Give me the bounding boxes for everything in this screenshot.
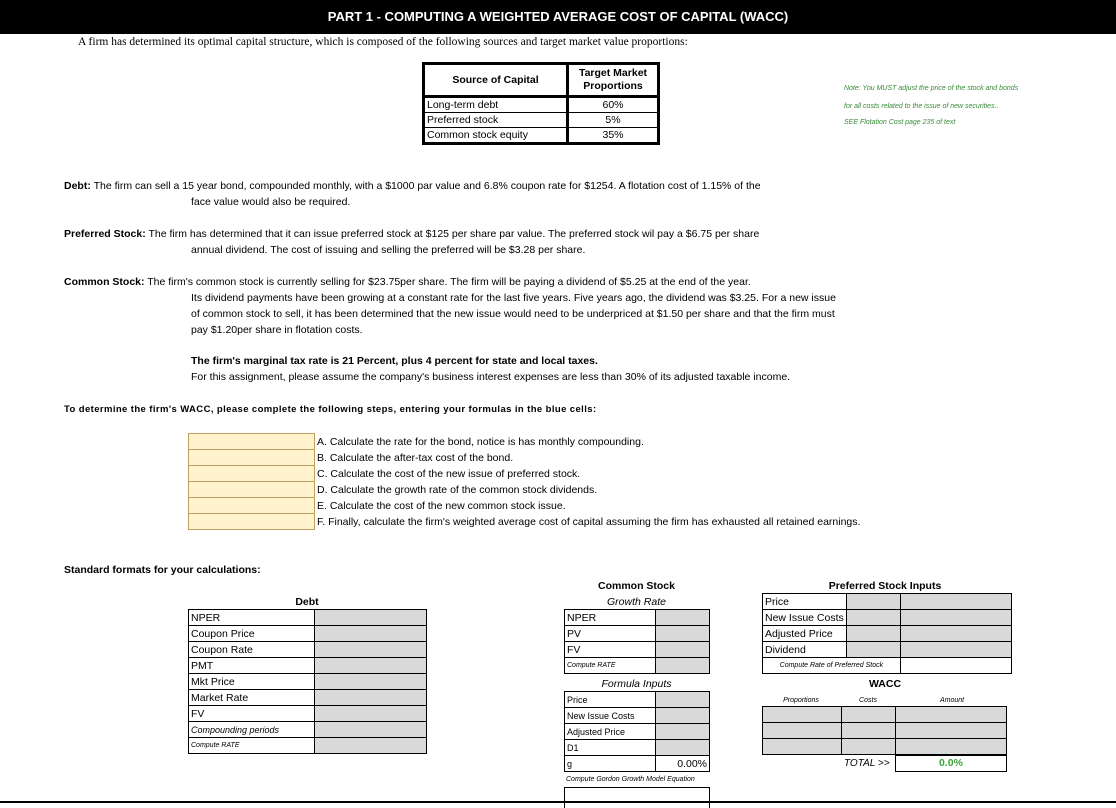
formula-input-cell[interactable]	[656, 692, 710, 708]
capital-proportion-cell[interactable]: 60%	[602, 99, 624, 111]
wacc-col-proportions: Proportions	[783, 697, 819, 704]
wacc-amount-cell[interactable]	[896, 739, 1007, 755]
common-line-1: The firm's common stock is currently selling for $23.75per share. The firm will be paying a dividend of $5.25 at the end of the year.	[147, 276, 751, 288]
capital-source-cell[interactable]: Common stock equity	[425, 128, 568, 143]
wacc-proportion-cell[interactable]	[763, 739, 842, 755]
header-proportions: Target Market Proportions	[578, 67, 648, 92]
debt-table	[188, 609, 427, 754]
wacc-table	[762, 706, 1007, 755]
formula-label-cell: New Issue Costs	[565, 708, 656, 724]
debt-label-cell: PMT	[189, 658, 315, 674]
steps-header: To determine the firm's WACC, please complete the following steps, entering your formulas in the blue cells:	[64, 404, 597, 415]
debt-label-cell: Compounding periods	[189, 722, 315, 738]
wacc-title: WACC	[868, 678, 902, 690]
pref-input-cell[interactable]	[846, 610, 900, 626]
formula-label-cell: g	[565, 756, 656, 772]
pref-input-cell[interactable]	[846, 626, 900, 642]
debt-label-cell: NPER	[189, 610, 315, 626]
answer-cell-d[interactable]	[189, 482, 315, 498]
header-source: Source of Capital	[425, 65, 568, 97]
growth-rate-value[interactable]: 0.00%	[656, 756, 710, 772]
formula-label-cell: D1	[565, 740, 656, 756]
wacc-total-value[interactable]: 0.0%	[895, 755, 1007, 772]
capital-proportion-cell[interactable]: 5%	[605, 114, 621, 126]
pref-label-cell: Adjusted Price	[763, 626, 847, 642]
capital-source-cell[interactable]: Long-term debt	[425, 97, 568, 113]
capital-source-cell[interactable]: Preferred stock	[425, 113, 568, 128]
debt-input-cell[interactable]	[315, 610, 427, 626]
capital-structure-table	[422, 62, 660, 145]
pref-table-title: Preferred Stock Inputs	[828, 580, 942, 592]
answer-cell-c[interactable]	[189, 466, 315, 482]
formula-input-cell[interactable]	[656, 740, 710, 756]
pref-label-cell: New Issue Costs	[763, 610, 847, 626]
answer-cell-b[interactable]	[189, 450, 315, 466]
common-label-cell: NPER	[565, 610, 656, 626]
debt-label-cell: Market Rate	[189, 690, 315, 706]
debt-label-cell: Compute RATE	[189, 738, 315, 754]
debt-label-cell: FV	[189, 706, 315, 722]
formula-input-cell[interactable]	[656, 708, 710, 724]
formats-label: Standard formats for your calculations:	[64, 564, 261, 576]
step-c: C. Calculate the cost of the new issue of preferred stock.	[315, 466, 863, 482]
wacc-col-amount: Amount	[939, 697, 965, 704]
pref-input-cell[interactable]	[900, 594, 1011, 610]
common-label-cell: Compute RATE	[565, 658, 656, 674]
common-growth-table	[564, 609, 710, 674]
debt-input-cell[interactable]	[315, 674, 427, 690]
formula-label-cell: Adjusted Price	[565, 724, 656, 740]
wacc-proportion-cell[interactable]	[763, 723, 842, 739]
pref-input-cell[interactable]	[900, 626, 1011, 642]
preferred-label: Preferred Stock:	[64, 228, 146, 240]
common-input-cell[interactable]	[656, 626, 710, 642]
common-line-4: pay $1.20per share in flotation costs.	[191, 324, 363, 336]
debt-label-cell: Coupon Rate	[189, 642, 315, 658]
pref-compute-label: Compute Rate of Preferred Stock	[763, 658, 901, 674]
pref-label-cell: Price	[763, 594, 847, 610]
debt-label-cell: Coupon Price	[189, 626, 315, 642]
debt-line-2: face value would also be required.	[191, 196, 351, 208]
pref-input-cell[interactable]	[900, 610, 1011, 626]
wacc-proportion-cell[interactable]	[763, 707, 842, 723]
common-input-cell[interactable]	[656, 642, 710, 658]
page-title: PART 1 - COMPUTING A WEIGHTED AVERAGE COST OF CAPITAL (WACC)	[0, 0, 1116, 34]
preferred-line-1: The firm has determined that it can issue preferred stock at $125 per share par value. The preferred stock wil pay a $6.75 per share	[148, 228, 760, 240]
pref-rate-cell[interactable]	[900, 658, 1011, 674]
answer-cell-a[interactable]	[189, 434, 315, 450]
bottom-border-line	[0, 801, 1116, 803]
step-d: D. Calculate the growth rate of the common stock dividends.	[315, 482, 863, 498]
wacc-amount-cell[interactable]	[896, 723, 1007, 739]
tax-assumption-text: For this assignment, please assume the company's business interest expenses are less than 30% of its adjusted taxable income.	[191, 371, 791, 383]
preferred-paragraph	[64, 228, 759, 240]
debt-input-cell[interactable]	[315, 626, 427, 642]
common-label-cell: PV	[565, 626, 656, 642]
pref-input-cell[interactable]	[846, 642, 900, 658]
answer-cell-e[interactable]	[189, 498, 315, 514]
common-paragraph	[64, 276, 751, 288]
debt-table-title: Debt	[295, 596, 319, 608]
common-line-2: Its dividend payments have been growing at a constant rate for the last five years. Five years ago, the dividend was $3.25. For a new issue	[191, 292, 836, 304]
debt-label: Debt:	[64, 180, 91, 192]
debt-rate-cell[interactable]	[315, 738, 427, 754]
flotation-note-3: SEE Flotation Cost page 235 of text	[844, 119, 956, 126]
debt-input-cell[interactable]	[315, 690, 427, 706]
common-table-title: Common Stock	[597, 580, 675, 592]
common-label: Common Stock:	[64, 276, 145, 288]
debt-input-cell[interactable]	[315, 658, 427, 674]
debt-paragraph	[64, 180, 761, 192]
debt-input-cell[interactable]	[315, 642, 427, 658]
pref-input-cell[interactable]	[900, 642, 1011, 658]
wacc-total-label: TOTAL >>	[844, 758, 890, 769]
formula-inputs-table	[564, 691, 710, 772]
pref-input-cell[interactable]	[846, 594, 900, 610]
debt-label-cell: Mkt Price	[189, 674, 315, 690]
flotation-note-1: Note: You MUST adjust the price of the stock and bonds	[844, 85, 1019, 92]
common-table-subtitle: Growth Rate	[607, 596, 666, 608]
pref-label-cell: Dividend	[763, 642, 847, 658]
tax-rate-text: The firm's marginal tax rate is 21 Percent, plus 4 percent for state and local taxes.	[191, 355, 598, 367]
steps-table	[188, 433, 862, 530]
answer-cell-f[interactable]	[189, 514, 315, 530]
formula-inputs-title: Formula Inputs	[601, 678, 672, 690]
gordon-label: Compute Gordon Growth Model Equation	[566, 776, 695, 783]
debt-input-cell[interactable]	[315, 706, 427, 722]
step-b: B. Calculate the after-tax cost of the bond.	[315, 450, 863, 466]
wacc-amount-cell[interactable]	[896, 707, 1007, 723]
common-input-cell[interactable]	[656, 610, 710, 626]
step-f: F. Finally, calculate the firm's weighted average cost of capital assuming the firm has exhausted all retained earnings.	[315, 514, 863, 530]
wacc-cost-cell[interactable]	[842, 739, 896, 755]
common-line-3: of common stock to sell, it has been determined that the new issue would need to be underpriced at $1.50 per share and that the firm must	[191, 308, 835, 320]
wacc-col-costs: Costs	[859, 697, 877, 704]
common-rate-cell[interactable]	[656, 658, 710, 674]
step-e: E. Calculate the cost of the new common stock issue.	[315, 498, 863, 514]
debt-line-1: The firm can sell a 15 year bond, compounded monthly, with a $1000 par value and 6.8% coupon rate for $1254. A flotation cost of 1.15% of the	[93, 180, 761, 192]
debt-input-cell[interactable]	[315, 722, 427, 738]
flotation-note-2: for all costs related to the issue of new securities..	[844, 103, 999, 110]
pref-inputs-table	[762, 593, 1012, 674]
step-a: A. Calculate the rate for the bond, notice is has monthly compounding.	[315, 434, 863, 450]
formula-label-cell: Price	[565, 692, 656, 708]
intro-text: A firm has determined its optimal capital structure, which is composed of the following sources and target market value proportions:	[78, 36, 688, 48]
wacc-cost-cell[interactable]	[842, 707, 896, 723]
preferred-line-2: annual dividend. The cost of issuing and selling the preferred will be $3.28 per share.	[191, 244, 586, 256]
wacc-cost-cell[interactable]	[842, 723, 896, 739]
capital-proportion-cell[interactable]: 35%	[602, 129, 624, 141]
gordon-result-cell[interactable]	[564, 787, 710, 808]
common-label-cell: FV	[565, 642, 656, 658]
formula-input-cell[interactable]	[656, 724, 710, 740]
